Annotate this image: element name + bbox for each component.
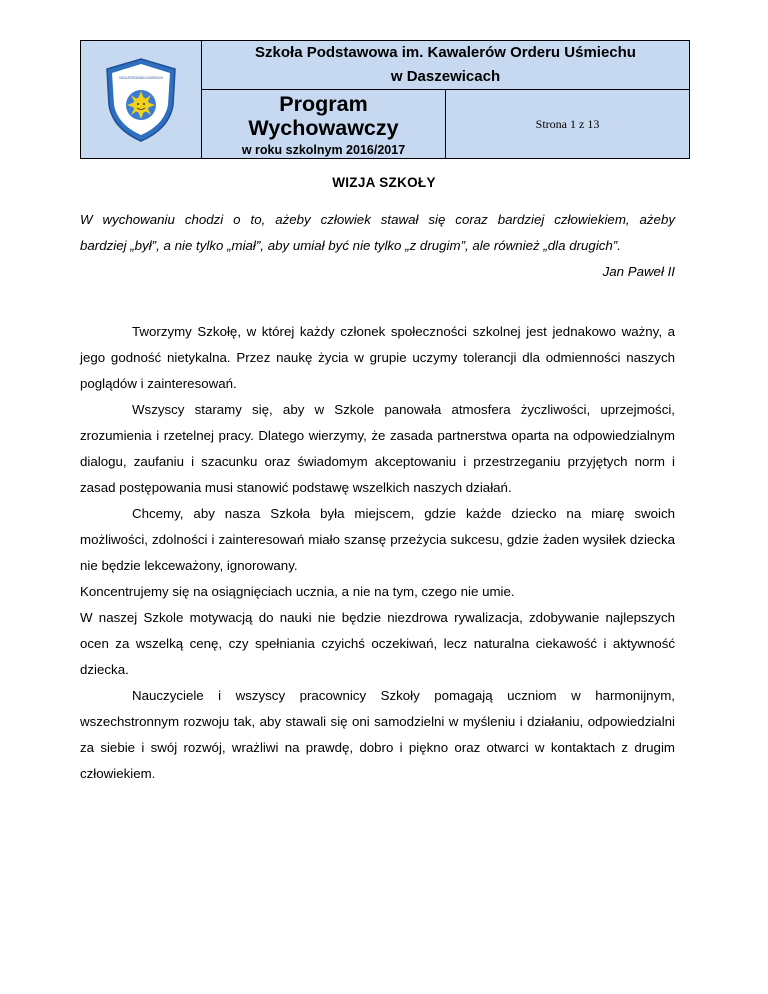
logo-lettering: SZKOŁA PODSTAWOWA W DASZEWICACH (119, 75, 164, 80)
page-number: Strona 1 z 13 (535, 116, 600, 131)
program-title: Program Wychowawczy (248, 92, 399, 140)
school-shield-logo-icon (101, 55, 181, 145)
paragraph: Koncentrujemy się na osiągnięciach ucznia, a nie na tym, czego nie umie. (80, 584, 515, 599)
page-number-cell (446, 90, 690, 159)
quote-author: Jan Paweł II (602, 264, 675, 279)
paragraph: Wszyscy staramy się, aby w Szkole panowała atmosfera życzliwości, uprzejmości, zrozumienia i rzetelnej pracy. Dlatego wierzymy, że zasada partnerstwa oparta na odpowiedzialnym dialogu, zaufaniu i szacunku oraz świadomym akceptowaniu i przestrzeganiu przyjętych norm i zasad postępowania musi stanowić podstawę wszelkich naszych działań. (80, 402, 675, 495)
logo-cell (81, 41, 202, 159)
paragraph: W naszej Szkole motywacją do nauki nie będzie niezdrowa rywalizacja, zdobywanie najlepszych ocen za wszelką cenę, czy spełniania czyichś oczekiwań, lecz naturalna ciekawość i aktywność dziecka. (80, 610, 675, 677)
document-header (80, 40, 690, 159)
school-location: w Daszewicach (390, 68, 501, 85)
school-name-cell (202, 41, 690, 90)
section-title: WIZJA SZKOŁY (332, 175, 436, 190)
quote (80, 207, 675, 259)
quote-line: W wychowaniu chodzi o to, ażeby człowiek stawał się coraz bardziej człowiekiem, ażeby (80, 212, 675, 227)
quote-line: bardziej „był”, a nie tylko „miał”, aby umiał być nie tylko „z drugim”, ale również „dla drugich”. (80, 238, 621, 253)
body-text (80, 319, 675, 787)
program-cell (202, 90, 446, 159)
school-name: Szkoła Podstawowa im. Kawalerów Orderu Uśmiechu (255, 44, 636, 61)
paragraph: Tworzymy Szkołę, w której każdy członek społeczności szkolnej jest jednakowo ważny, a jego godność nietykalna. Przez naukę życia w grupie uczymy tolerancji dla odmienności naszych poglądów i zainteresowań. (80, 324, 675, 391)
paragraph: Nauczyciele i wszyscy pracownicy Szkoły pomagają uczniom w harmonijnym, wszechstronnym rozwoju tak, aby stawali się oni samodzielni w myśleniu i działaniu, odpowiedzialni za siebie i swój rozwój, wrażliwi na prawdę, dobro i piękno oraz otwarci w kontaktach z drugim człowiekiem. (80, 688, 675, 781)
program-subtitle: w roku szkolnym 2016/2017 (241, 143, 406, 157)
paragraph: Chcemy, aby nasza Szkoła była miejscem, gdzie każde dziecko na miarę swoich możliwości, zdolności i zainteresowań miało szansę przeżycia sukcesu, gdzie żaden wysiłek dziecka nie będzie lekceważony, ignorowany. (80, 506, 675, 573)
